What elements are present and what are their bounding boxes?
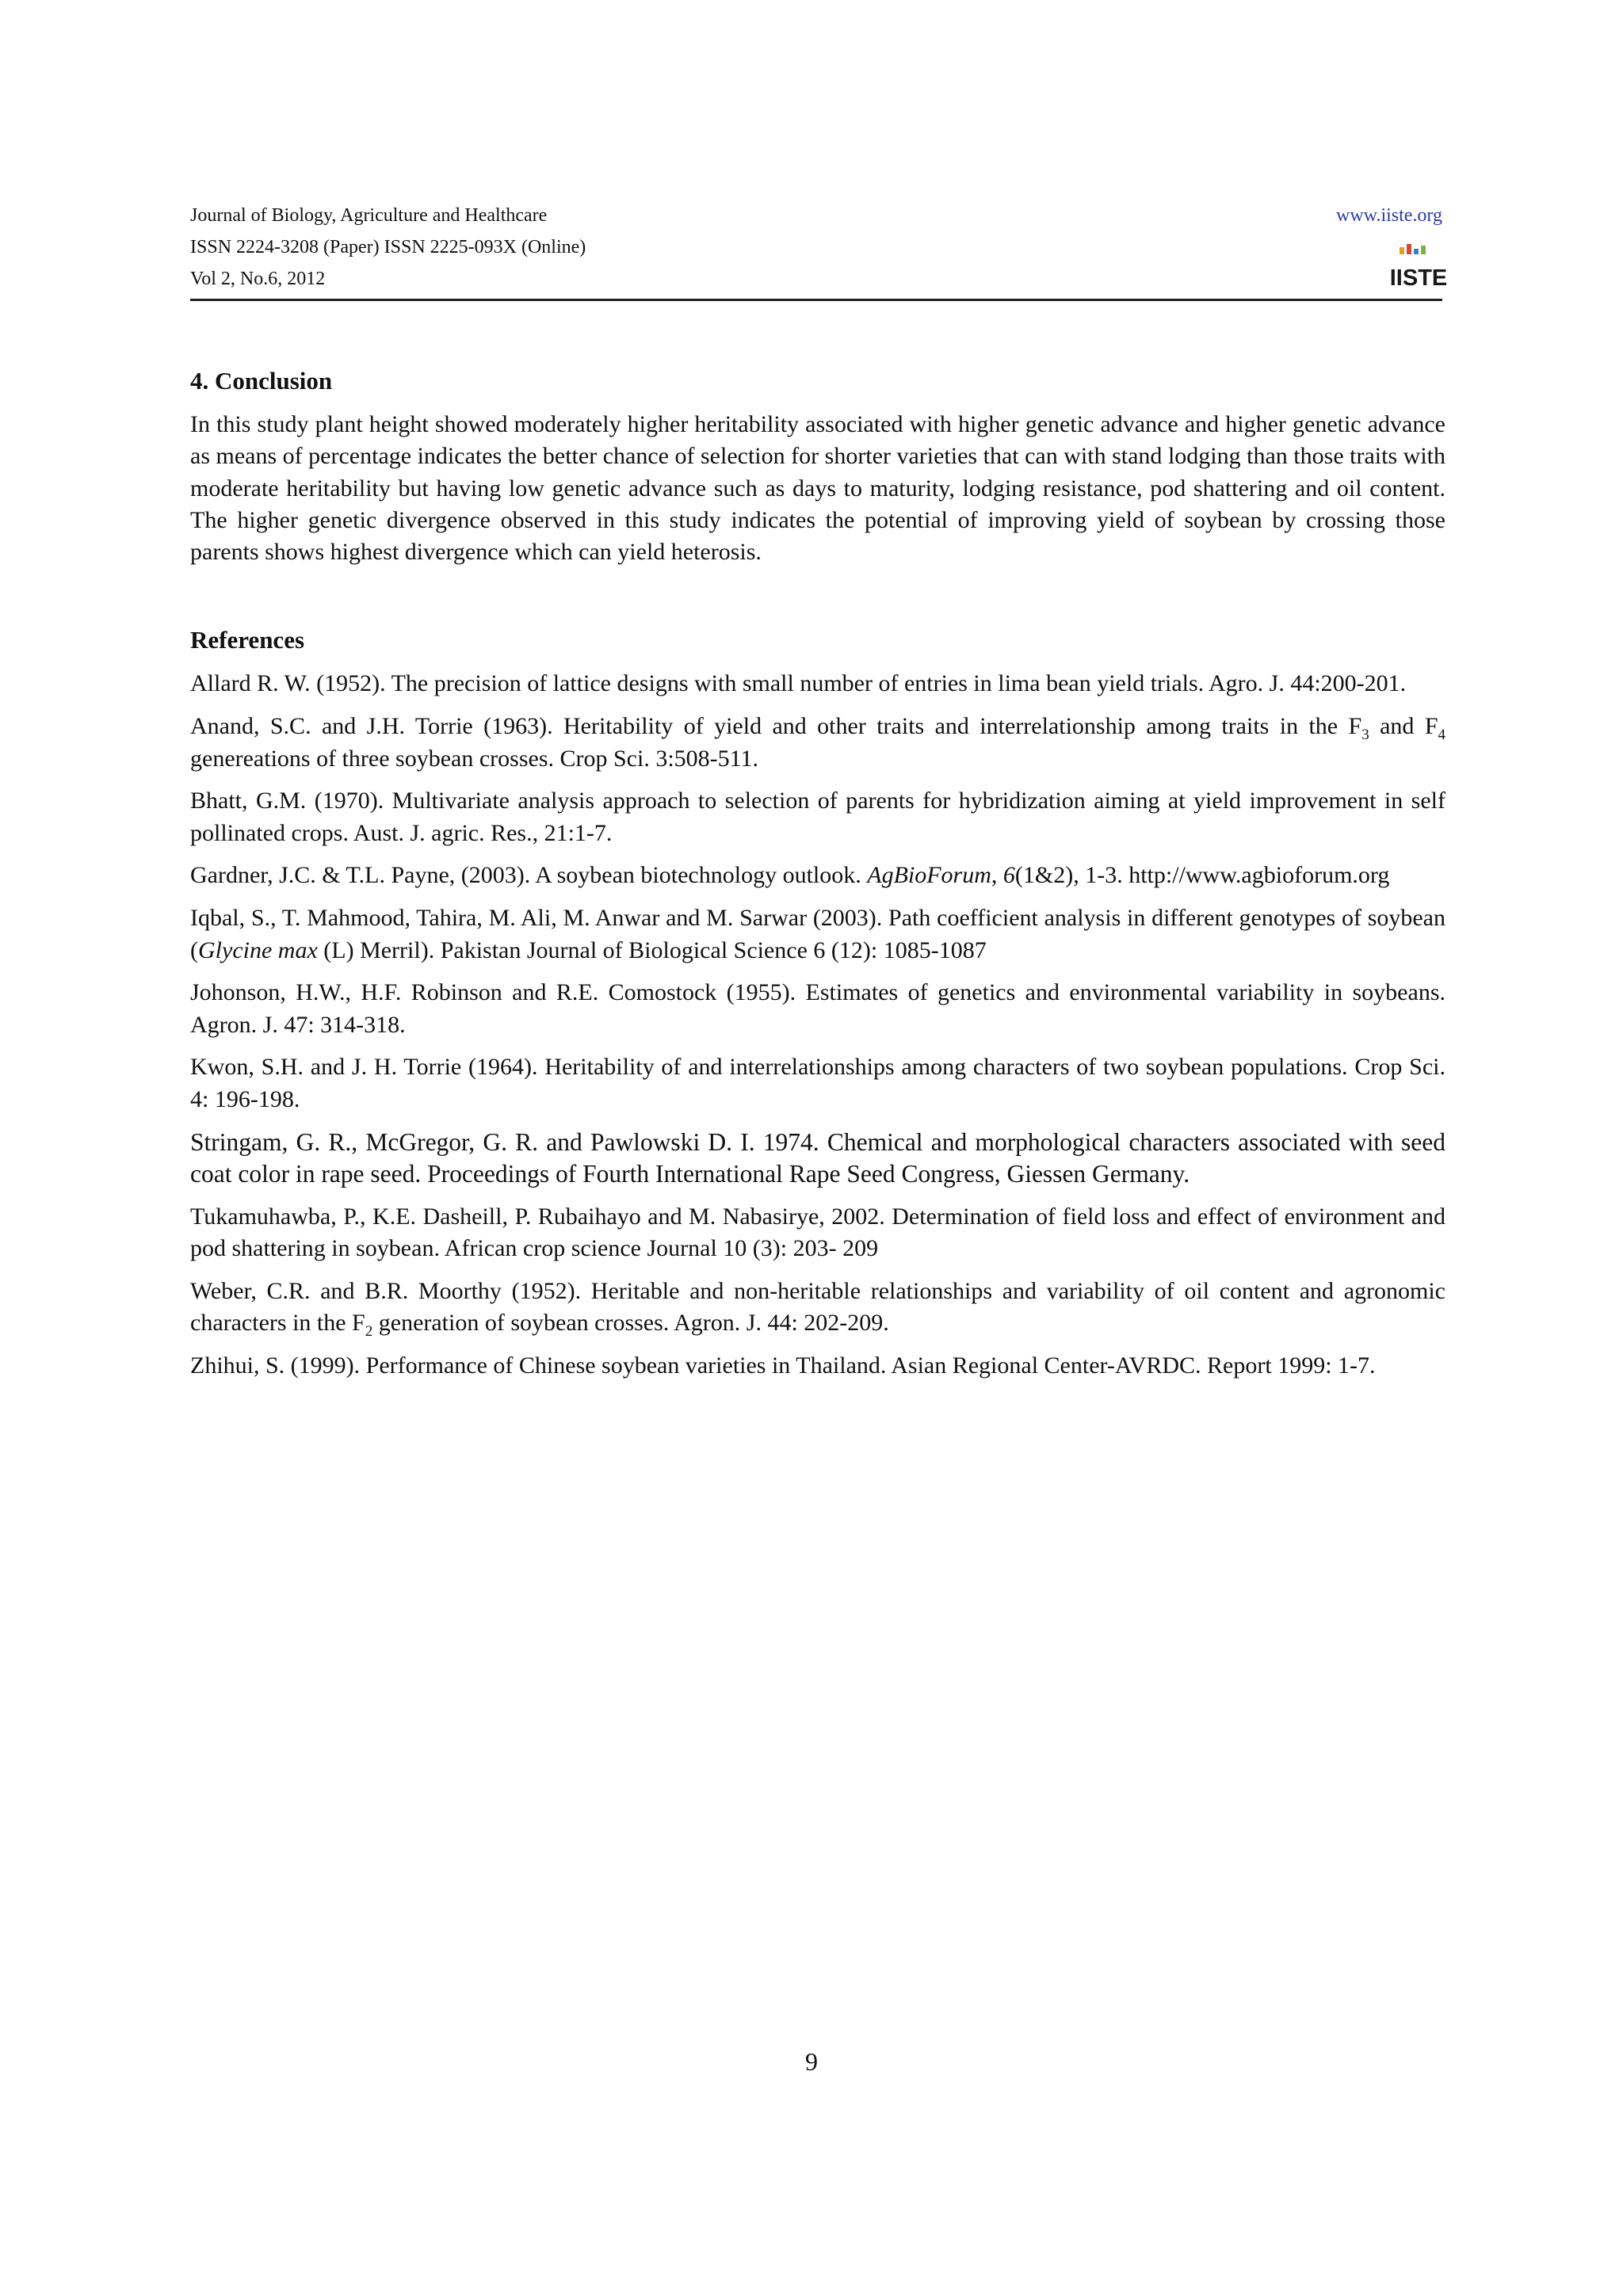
reference-text: Iqbal, S., T. Mahmood, Tahira, M. Ali, M. Anwar and M. Sarwar (2003). Path coefficient analysis in different genotypes of soybean ( — [190, 905, 1445, 963]
reference-text: genereations of three soybean crosses. Crop Sci. 3:508-511. — [190, 745, 759, 772]
reference-anand — [190, 711, 1445, 775]
journal-info — [190, 200, 586, 295]
header-divider — [190, 299, 1442, 301]
reference-text: (1&2), 1-3. http://www.agbioforum.org — [1014, 862, 1390, 889]
reference-text: and F — [1369, 713, 1438, 740]
reference-weber — [190, 1276, 1445, 1340]
journal-url-link[interactable]: www.iiste.org — [1336, 205, 1442, 226]
reference-iqbal — [190, 902, 1445, 967]
reference-stringam: Stringam, G. R., McGregor, G. R. and Pawlowski D. I. 1974. Chemical and morphological characters associated with seed coat color in rape seed. Proceedings of Fourth International Rape Seed Congress, Giessen Germany. — [190, 1127, 1445, 1188]
logo-bar — [1421, 246, 1426, 254]
journal-title: Journal of Biology, Agriculture and Healthcare — [190, 205, 548, 226]
reference-gardner — [190, 860, 1445, 891]
subscript: 3 — [1361, 727, 1369, 744]
reference-text: generation of soybean crosses. Agron. J. 44: 202-209. — [372, 1310, 889, 1337]
reference-list — [190, 668, 1445, 1382]
journal-volume: Vol 2, No.6, 2012 — [190, 269, 326, 289]
journal-name: AgBioForum — [867, 862, 991, 889]
conclusion-paragraph: In this study plant height showed moderately higher heritability associated with higher genetic advance and higher genetic advance as means of percentage indicates the better chance of selection for shorter varieties that can with stand lodging than those traits with moderate heritability but having low genetic advance such as days to maturity, lodging resistance, pod shattering and oil content. The higher genetic divergence observed in this study indicates the potential of improving yield of soybean by crossing those parents shows highest divergence which can yield heterosis. — [190, 411, 1445, 566]
reference-text: Anand, S.C. and J.H. Torrie (1963). Heritability of yield and other traits and interrelationship among traits in the F — [190, 713, 1362, 740]
page-number: 9 — [805, 2047, 818, 2076]
reference-tukamuhawba: Tukamuhawba, P., K.E. Dasheill, P. Rubaihayo and M. Nabasirye, 2002. Determination of field loss and effect of environment and pod shattering in soybean. African crop science Journal 10 (3): 203- 209 — [190, 1203, 1445, 1261]
logo-bar — [1407, 244, 1411, 254]
subscript: 2 — [365, 1323, 373, 1341]
iiste-logo-icon — [1389, 239, 1448, 291]
reference-allard: Allard R. W. (1952). The precision of lattice designs with small number of entries in lima bean yield trials. Agro. J. 44:200-201. — [190, 670, 1407, 697]
volume-number: 6 — [1002, 862, 1015, 889]
logo-text: IISTE — [1389, 265, 1448, 291]
reference-text: Weber, C.R. and B.R. Moorthy (1952). Heritable and non-heritable relationships and variability of oil content and agronomic characters in the F — [190, 1277, 1445, 1337]
references-heading: References — [190, 626, 305, 654]
reference-johonson: Johonson, H.W., H.F. Robinson and R.E. Comostock (1955). Estimates of genetics and environmental variability in soybeans. Agron. J. 47: 314-318. — [190, 979, 1445, 1038]
reference-text: Gardner, J.C. & T.L. Payne, (2003). A soybean biotechnology outlook. — [190, 862, 868, 889]
reference-text: , — [991, 862, 1003, 889]
conclusion-heading: 4. Conclusion — [190, 367, 333, 395]
reference-kwon: Kwon, S.H. and J. H. Torrie (1964). Heritability of and interrelationships among characters of two soybean populations. Crop Sci. 4: 196-198. — [190, 1054, 1445, 1112]
logo-bar — [1400, 247, 1404, 254]
logo-bar — [1414, 249, 1419, 254]
subscript: 4 — [1438, 727, 1446, 744]
reference-zhihui: Zhihui, S. (1999). Performance of Chinese soybean varieties in Thailand. Asian Regional Center-AVRDC. Report 1999: 1-7. — [190, 1352, 1376, 1379]
journal-issn: ISSN 2224-3208 (Paper) ISSN 2225-093X (Online) — [190, 237, 586, 257]
reference-bhatt: Bhatt, G.M. (1970). Multivariate analysis approach to selection of parents for hybridization aiming at yield improvement in self pollinated crops. Aust. J. agric. Res., 21:1-7. — [190, 788, 1445, 846]
page-content — [190, 364, 1445, 1382]
species-name: Glycine max — [198, 936, 318, 963]
reference-text: (L) Merril). Pakistan Journal of Biological Science 6 (12): 1085-1087 — [317, 936, 987, 963]
